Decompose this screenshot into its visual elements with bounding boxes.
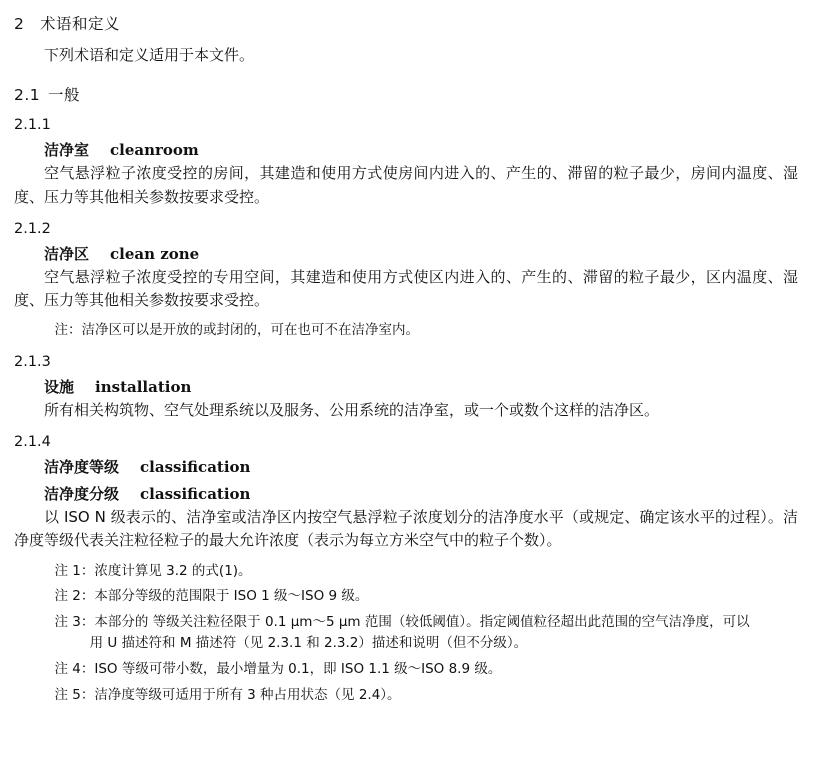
- term-number: 2.1.1: [14, 117, 51, 134]
- clause-number: 2: [14, 15, 25, 33]
- term-title-alt-en: classification: [140, 485, 251, 504]
- term-title-alt: [14, 483, 798, 504]
- term-title: [14, 243, 798, 264]
- term-title-en: cleanroom: [110, 141, 199, 160]
- subclause-number: 2.1: [14, 86, 41, 105]
- clause-heading: [14, 12, 798, 34]
- term-definition: 空气悬浮粒子浓度受控的专用空间，其建造和使用方式使区内进入的、产生的、滞留的粒子最少，区内温度、湿度、压力等其他相关参数按要求受控。: [14, 267, 798, 309]
- term-note-text: 注 3：本部分的 等级关注粒径限于 0.1 μm～5 μm 范围（较低阈值）。指定阈值粒径超出此范围的空气洁净度，可以: [54, 613, 750, 630]
- term-title-en: clean zone: [110, 244, 200, 263]
- term-note: 注 2：本部分等级的范围限于 ISO 1 级～ISO 9 级。: [54, 588, 369, 605]
- term-title-en: classification: [140, 458, 251, 477]
- subclause-heading: [14, 83, 798, 105]
- term-title-en: installation: [95, 377, 192, 396]
- clause-title: 术语和定义: [40, 15, 121, 33]
- term-title-cn: 洁净室: [44, 141, 90, 160]
- term-number: 2.1.3: [14, 353, 51, 370]
- term-title: [14, 139, 798, 160]
- term-number: 2.1.4: [14, 434, 51, 451]
- term-definition: 空气悬浮粒子浓度受控的房间，其建造和使用方式使房间内进入的、产生的、滞留的粒子最少，房间内温度、湿度、压力等其他相关参数按要求受控。: [14, 164, 798, 206]
- term-note: 注：洁净区可以是开放的或封闭的，可在也可不在洁净室内。: [54, 322, 419, 339]
- term-note: 注 5：洁净度等级可适用于所有 3 种占用状态（见 2.4）。: [54, 686, 401, 703]
- term-title: [14, 456, 798, 477]
- term-title: [14, 376, 798, 397]
- term-definition: 以 ISO N 级表示的、洁净室或洁净区内按空气悬浮粒子浓度划分的洁净度水平（或规定、确定该水平的过程）。洁净度等级代表关注粒径粒子的最大允许浓度（表示为每立方米空气中的粒子个数）。: [14, 508, 798, 550]
- term-title-cn: 洁净度等级: [44, 458, 120, 477]
- term-definition: 所有相关构筑物、空气处理系统以及服务、公用系统的洁净室，或一个或数个这样的洁净区。: [44, 400, 660, 419]
- term-title-cn: 洁净区: [44, 244, 90, 263]
- clause-intro-paragraph: 下列术语和定义适用于本文件。: [44, 46, 255, 64]
- term-note: 注 4：ISO 等级可带小数，最小增量为 0.1，即 ISO 1.1 级～ISO 8.9 级。: [54, 660, 502, 677]
- term-note: 注 1：浓度计算见 3.2 的式(1)。: [54, 562, 252, 579]
- term-note-continuation: 用 U 描述符和 M 描述符（见 2.3.1 和 2.3.2）描述和说明（但不分级）。: [89, 635, 528, 652]
- term-note: [14, 612, 798, 655]
- term-title-cn: 设施: [44, 377, 75, 396]
- term-number: 2.1.2: [14, 220, 51, 237]
- term-title-alt-cn: 洁净度分级: [44, 485, 120, 504]
- subclause-title: 一般: [48, 86, 81, 105]
